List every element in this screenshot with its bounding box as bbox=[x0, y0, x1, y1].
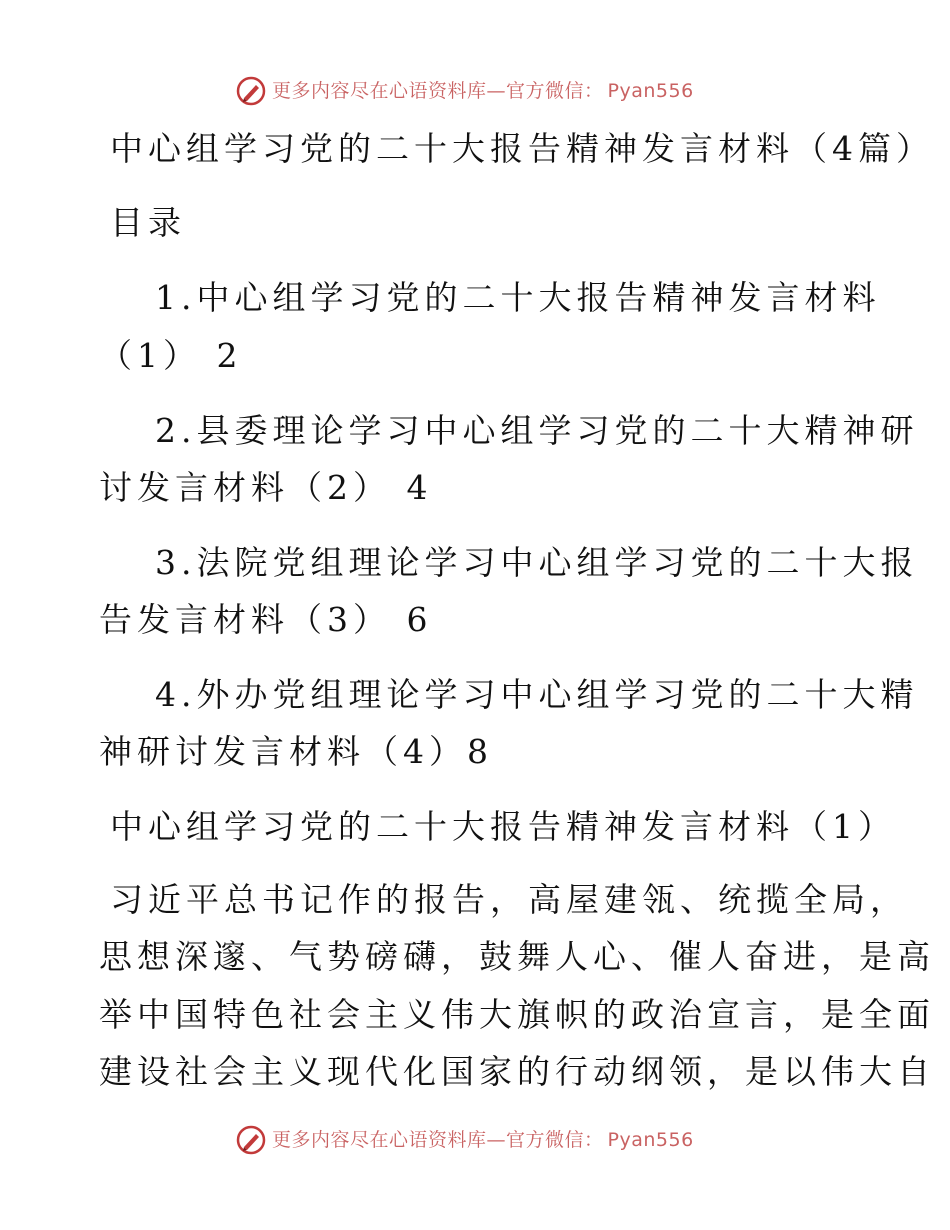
watermark-wechat-id: Pyan556 bbox=[607, 80, 694, 102]
toc-item-1-line-2: （1） 2 bbox=[99, 336, 243, 375]
toc-heading: 目录 bbox=[110, 203, 186, 242]
footer-watermark bbox=[236, 1125, 694, 1155]
body-paragraph-line: 建设社会主义现代化国家的行动纲领，是以伟大自 bbox=[99, 1052, 935, 1091]
watermark-text: 更多内容尽在心语资料库—官方微信： bbox=[272, 1129, 604, 1151]
section-title: 中心组学习党的二十大报告精神发言材料（1） bbox=[110, 807, 896, 846]
document-title: 中心组学习党的二十大报告精神发言材料（4篇） bbox=[110, 129, 934, 168]
toc-item-2-line-1: 2.县委理论学习中心组学习党的二十大精神研 bbox=[155, 411, 919, 450]
pen-logo-icon bbox=[236, 76, 266, 106]
body-paragraph-line: 举中国特色社会主义伟大旗帜的政治宣言，是全面 bbox=[99, 995, 935, 1034]
header-watermark bbox=[236, 76, 694, 106]
toc-item-3-line-2: 告发言材料（3） 6 bbox=[99, 600, 433, 639]
toc-item-2-line-2: 讨发言材料（2） 4 bbox=[99, 468, 433, 507]
watermark-wechat-id: Pyan556 bbox=[607, 1129, 694, 1151]
toc-item-4-line-2: 神研讨发言材料（4）8 bbox=[99, 732, 493, 771]
toc-item-1-line-1: 1.中心组学习党的二十大报告精神发言材料 bbox=[155, 278, 881, 317]
body-paragraph-line: 思想深邃、气势磅礴，鼓舞人心、催人奋进，是高 bbox=[99, 937, 935, 976]
pen-logo-icon bbox=[236, 1125, 266, 1155]
body-paragraph-line: 习近平总书记作的报告，高屋建瓴、统揽全局， bbox=[110, 880, 908, 919]
toc-item-4-line-1: 4.外办党组理论学习中心组学习党的二十大精 bbox=[155, 675, 919, 714]
toc-item-3-line-1: 3.法院党组理论学习中心组学习党的二十大报 bbox=[155, 543, 919, 582]
watermark-text: 更多内容尽在心语资料库—官方微信： bbox=[272, 80, 604, 102]
